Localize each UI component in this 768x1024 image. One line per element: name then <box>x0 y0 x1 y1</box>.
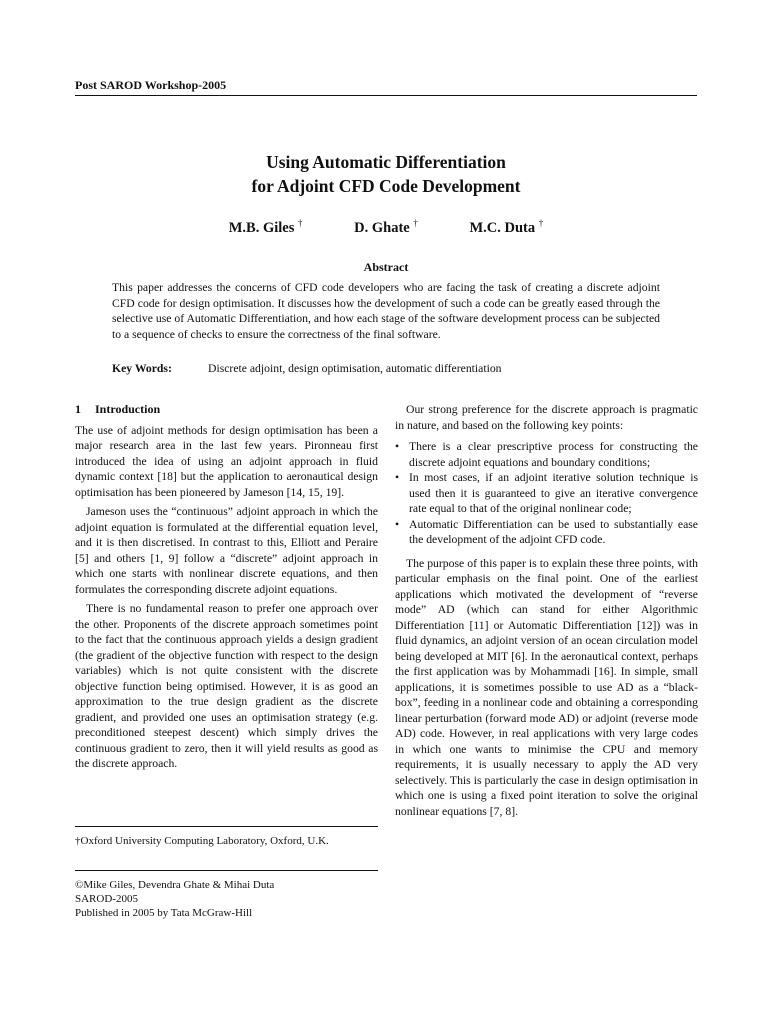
keywords <box>112 362 672 375</box>
paper-title <box>75 150 697 198</box>
left-column <box>75 402 378 776</box>
running-header: Post SAROD Workshop-2005 <box>75 78 697 96</box>
paragraph: Our strong preference for the discrete approach is pragmatic in nature, and based on the following key points: <box>395 403 698 432</box>
affiliation-footnote: †Oxford University Computing Laboratory, Oxford, U.K. <box>75 835 329 847</box>
list-item <box>395 439 698 470</box>
footnote-rule <box>75 826 378 827</box>
author-giles <box>229 220 303 236</box>
author-duta <box>469 220 543 236</box>
bullet-icon: • <box>395 517 400 531</box>
abstract-text: This paper addresses the concerns of CFD code developers who are facing the task of creating a discrete adjoint CFD code for design optimisation. It discusses how the development of such a code can be greatly eased through the selective use of Automatic Differentiation, and how each stage of the software development process can be subjected to a sequence of checks to ensure the correctness of the final software. <box>112 281 660 341</box>
paragraph: Jameson uses the “continuous” adjoint approach in which the adjoint equation is formulated at the differential equation level, and it is then discretised. In contrast to this, Elliott and Peraire [5] and others [1, 9] follow a “discrete” adjoint approach in which one starts with nonlinear discrete equations, and then formulates the corresponding discrete adjoint equations. <box>75 505 378 596</box>
keywords-label: Key Words: <box>112 362 172 375</box>
section-number: 1 <box>75 402 81 416</box>
list-item-text: There is a clear prescriptive process for constructing the discrete adjoint equations and boundary conditions; <box>409 440 698 469</box>
list-item <box>395 470 698 517</box>
keywords-text: Discrete adjoint, design optimisation, automatic differentiation <box>208 362 502 375</box>
list-item-text: In most cases, if an adjoint iterative solution technique is used then it is guaranteed to give an iterative convergence rate equal to that of the original nonlinear code; <box>409 471 698 515</box>
paragraph: There is no fundamental reason to prefer one approach over the other. Proponents of the discrete approach sometimes point to the fact that the continuous approach yields a design gradient (the gradient of the objective function with respect to the design variables) which is not quite consistent with the discrete objective function being optimised. However, it is as good an approximation to the true design gradient as the discrete gradient, and provided one uses an optimisation strategy (e.g. preconditioned steepest descent) which simply drives the continuous gradient to zero, then it will yield results as good as the discrete approach. <box>75 602 378 770</box>
author-ghate <box>354 220 418 236</box>
list-item <box>395 517 698 548</box>
bullet-icon: • <box>395 440 400 453</box>
copyright-rule <box>75 870 378 871</box>
copyright-notice <box>75 878 378 920</box>
title-line-2: for Adjoint CFD Code Development <box>251 176 521 196</box>
copyright-line: Published in 2005 by Tata McGraw-Hill <box>75 907 253 919</box>
section-title: Introduction <box>95 402 161 416</box>
copyright-line: SAROD-2005 <box>75 893 138 905</box>
affiliation-mark: † <box>538 218 544 228</box>
bullet-icon: • <box>395 471 400 484</box>
bullet-list <box>395 439 698 548</box>
author-name: M.C. Duta <box>469 219 536 236</box>
list-item-text: Automatic Differentiation can be used to substantially ease the development of the adjoint CFD code. <box>409 517 698 546</box>
author-name: D. Ghate <box>354 219 410 236</box>
right-column <box>395 402 698 823</box>
copyright-line: ©Mike Giles, Devendra Ghate & Mihai Duta <box>75 879 275 891</box>
paragraph: The purpose of this paper is to explain these three points, with particular emphasis on the final point. One of the earliest applications which motivated the development of “reverse mode” AD (which can stand for either Algorithmic Differentiation [11] or Automatic Differentiation [12]) was in fluid dynamics, an adjoint version of an ocean circulation model being developed at MIT [6]. In the aeronautical context, perhaps the first application was by Mohammadi [16]. In simple, small applications, it is sometimes possible to use AD as a “black-box”, feeding in a nonlinear code and obtaining a corresponding linear perturbation (forward mode AD) or adjoint (reverse mode AD) code. However, in real applications with very large codes in which one wants to minimise the CPU and memory requirements, it is usually necessary to apply the AD very selectively. This is particularly the case in design optimisation in which one is using a fixed point iteration to solve the original nonlinear equations [7, 8]. <box>395 556 698 818</box>
section-heading <box>75 402 378 418</box>
affiliation-mark: † <box>298 218 303 228</box>
author-name: M.B. Giles <box>228 219 295 236</box>
author-list <box>75 218 697 237</box>
paragraph: The use of adjoint methods for design optimisation has been a major research area in the last few years. Pironneau first introduced the idea of using an adjoint approach in fluid dynamic context [18] but the application to aeronautical design optimisation has been pioneered by Jameson [14, 15, 19]. <box>75 423 378 499</box>
abstract-heading: Abstract <box>363 260 409 274</box>
title-line-1: Using Automatic Differentiation <box>266 152 506 172</box>
affiliation-mark: † <box>413 218 418 228</box>
